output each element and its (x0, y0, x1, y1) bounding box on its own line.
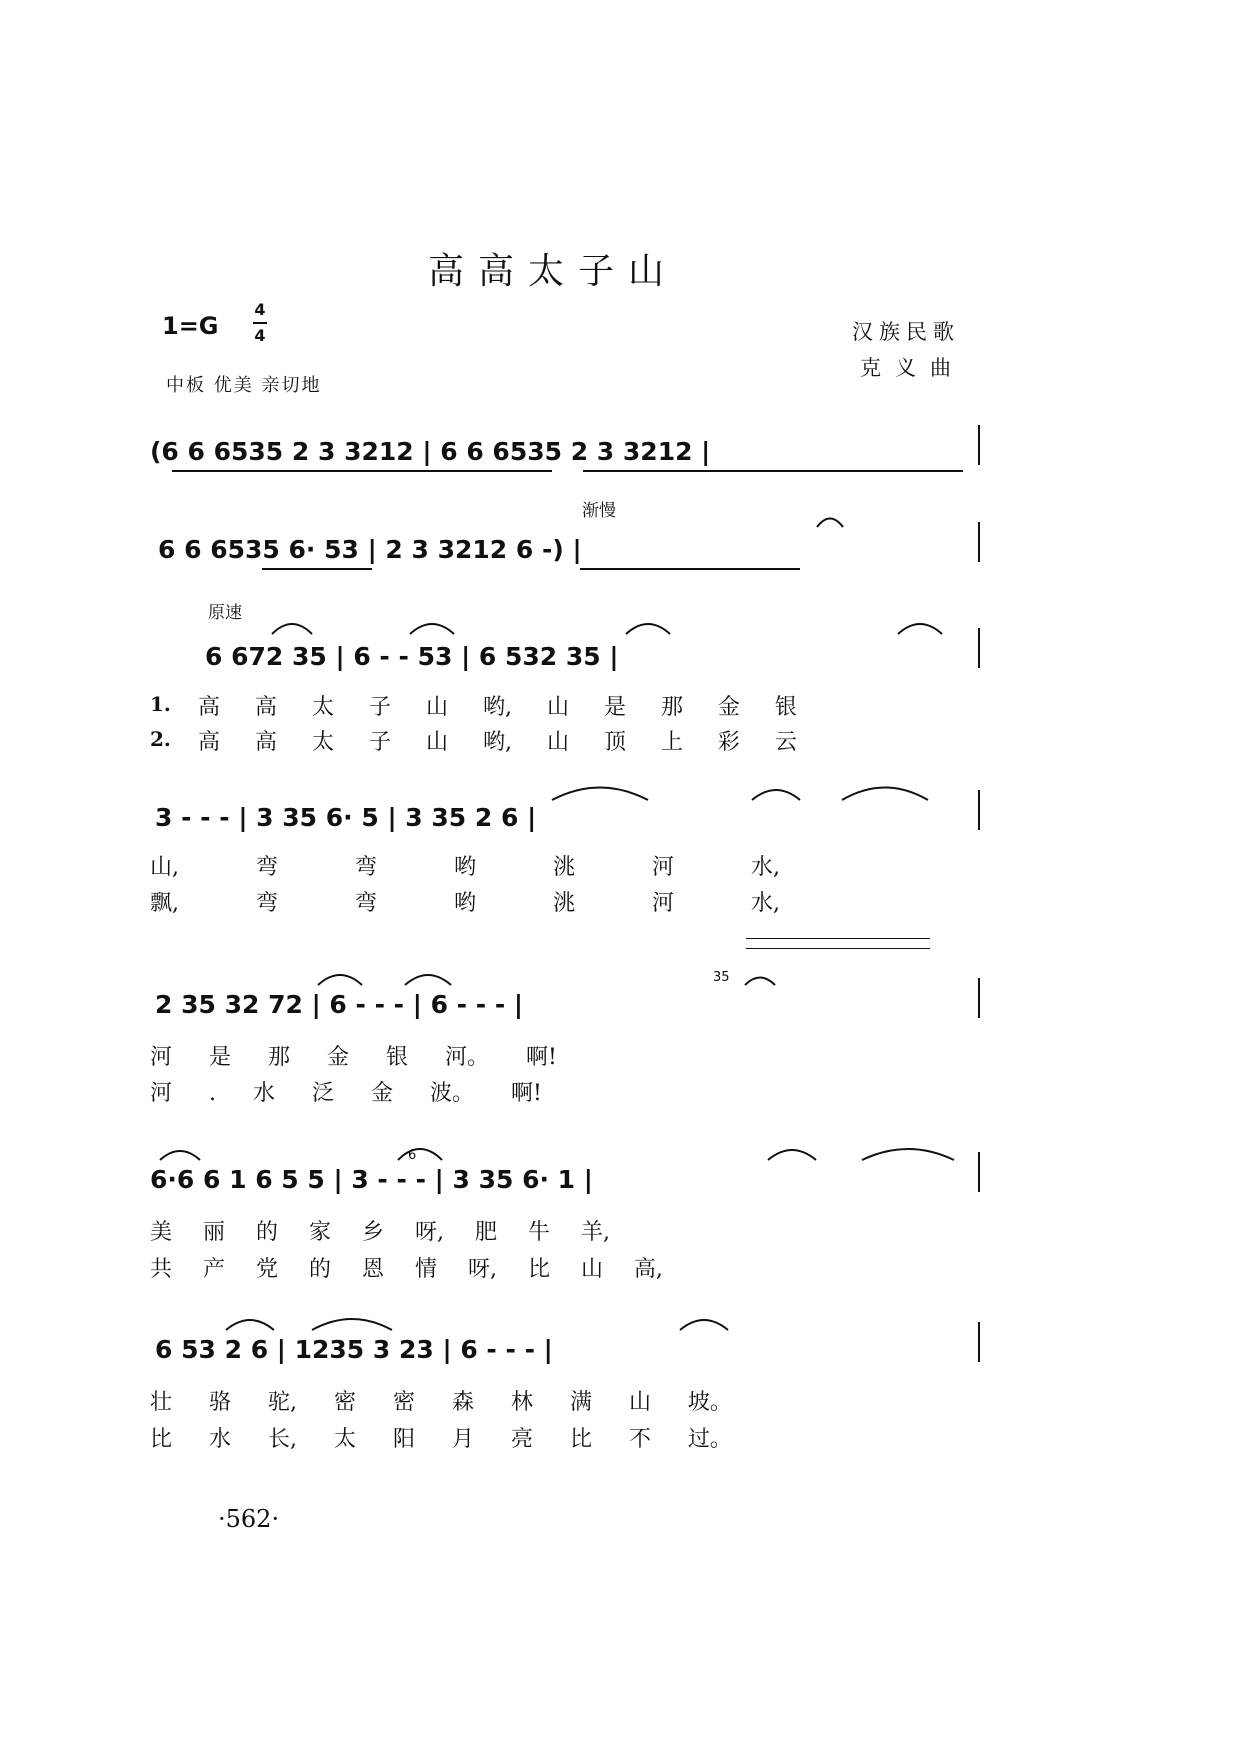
slur (272, 624, 312, 634)
slur (226, 1320, 274, 1330)
slur (898, 624, 942, 634)
fermata (817, 519, 843, 528)
lyric-line-3-verse-1: 高 高 太 子 山 哟, 山 是 那 金 银 (198, 695, 797, 720)
lyric-line-3-verse-2: 高 高 太 子 山 哟, 山 顶 上 彩 云 (198, 730, 797, 755)
lyric-line-6-verse-1: 美 丽 的 家 乡 呀, 肥 牛 羊, (150, 1220, 610, 1245)
grace-note: 6 (408, 1148, 417, 1163)
slur (160, 1151, 200, 1160)
time-sig-bottom: 4 (254, 326, 266, 345)
slur (312, 1319, 392, 1330)
grace-note: 35 (713, 970, 730, 985)
tempo-marking: 中板 优美 亲切地 (166, 375, 322, 396)
lyric-line-4-verse-1: 山, 弯 弯 哟 洮 河 水, (150, 855, 780, 880)
page-number: ·562· (218, 1505, 280, 1533)
score-line-7: 6 53 2 6 | 1235 3 23 | 6 - - - | (155, 1335, 553, 1364)
slur (552, 788, 648, 801)
verse-1-number: 1. (150, 692, 171, 716)
slur (318, 975, 362, 985)
slur (405, 975, 451, 985)
score-line-6: 6·6 6 1 6 5 5 | 3 - - - | 3 35 6· 1 | (150, 1165, 593, 1194)
song-title: 高高太子山 (428, 251, 679, 292)
time-sig-top: 4 (254, 300, 266, 319)
slur (752, 790, 800, 800)
a-tempo-mark: 原速 (208, 603, 242, 623)
key-signature: 1=G (162, 312, 219, 340)
ritardando-mark: 渐慢 (582, 501, 616, 521)
slur (842, 788, 928, 801)
slur (862, 1149, 954, 1160)
fermata (745, 978, 775, 986)
composer-credit: 克义曲 (860, 356, 965, 380)
lyric-line-7-verse-1: 壮 骆 驼, 密 密 森 林 满 山 坡。 (150, 1390, 732, 1415)
slur (410, 624, 454, 634)
slur (680, 1320, 728, 1330)
score-line-5: 2 35 32 72 | 6 - - - | 6 - - - | (155, 990, 524, 1019)
song-origin: 汉族民歌 (852, 320, 960, 344)
lyric-line-7-verse-2: 比 水 长, 太 阳 月 亮 比 不 过。 (150, 1427, 732, 1452)
score-line-4: 3 - - - | 3 35 6· 5 | 3 35 2 6 | (155, 803, 537, 832)
lyric-line-6-verse-2: 共 产 党 的 恩 情 呀, 比 山 高, (150, 1257, 663, 1282)
score-line-2: 6 6 6535 6· 53 | 2 3 3212 6 -) | (158, 535, 582, 564)
score-line-3: 6 672 35 | 6 - - 53 | 6 532 35 | (205, 642, 619, 671)
slur (626, 624, 670, 634)
lyric-line-4-verse-2: 飘, 弯 弯 哟 洮 河 水, (150, 891, 780, 916)
lyric-line-5-verse-1: 河 是 那 金 银 河。 啊! (150, 1045, 557, 1070)
slur (398, 1149, 442, 1160)
verse-2-number: 2. (150, 727, 171, 751)
slur (768, 1150, 816, 1160)
lyric-line-5-verse-2: 河 . 水 泛 金 波。 啊! (150, 1081, 542, 1106)
score-line-1: (6 6 6535 2 3 3212 | 6 6 6535 2 3 3212 | (150, 437, 711, 466)
